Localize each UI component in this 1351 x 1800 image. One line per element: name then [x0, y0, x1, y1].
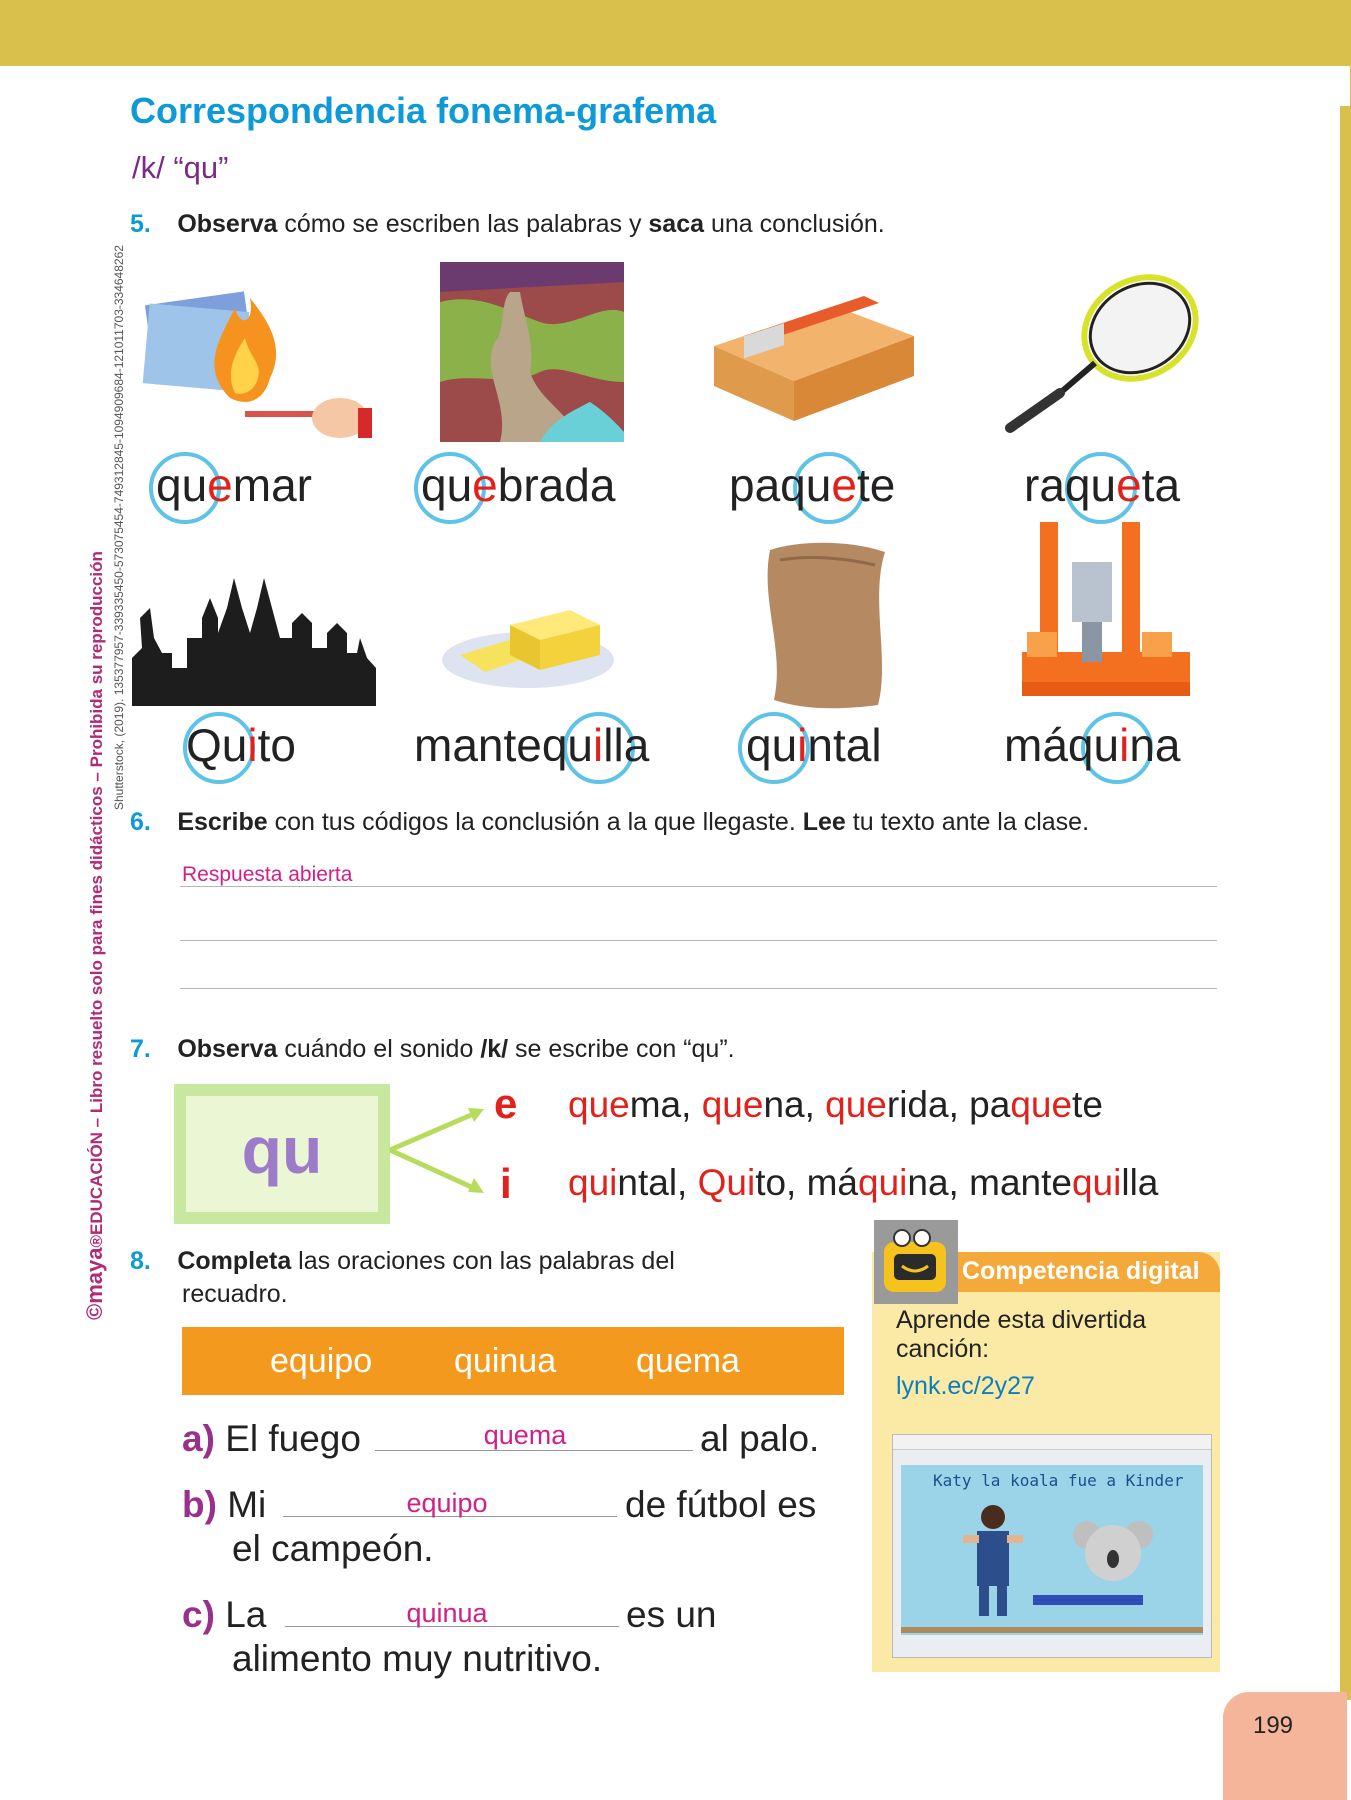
- answer-line: [180, 940, 1217, 941]
- copyright-text: ®EDUCACIÓN – Libro resuelto solo para fines didácticos – Prohibida su reproducción: [87, 551, 106, 1248]
- question-5: [130, 210, 885, 239]
- question-number: 7.: [130, 1035, 151, 1063]
- example-syllable: que: [568, 1084, 630, 1125]
- video-frame: [901, 1465, 1203, 1635]
- robot-icon: [874, 1220, 958, 1304]
- word-part: lla: [603, 719, 650, 771]
- filled-answer: quema: [483, 1420, 567, 1450]
- sentence-b: [182, 1484, 266, 1526]
- word-part: paqu: [729, 459, 832, 511]
- burning-paper-image: [140, 268, 380, 448]
- sentence-text: es un: [626, 1594, 717, 1635]
- digital-text: Aprende esta divertida canción:: [896, 1306, 1147, 1363]
- machine-image: [1022, 522, 1190, 702]
- example-syllable: que: [701, 1084, 764, 1125]
- example-text: ntal,: [617, 1162, 698, 1203]
- page-number: 199: [1252, 1712, 1294, 1739]
- qu-label: qu: [241, 1113, 323, 1187]
- sentence-text: El fuego: [225, 1418, 361, 1459]
- example-syllable: que: [825, 1084, 887, 1125]
- top-color-band: [0, 0, 1351, 66]
- vowel-i: i: [500, 1160, 512, 1207]
- box-word: quema: [636, 1342, 740, 1380]
- example-text: rida, pa: [886, 1084, 1011, 1125]
- table-figure: [1033, 1595, 1143, 1605]
- instruction-verb: saca: [648, 210, 705, 238]
- example-syllable: que: [1010, 1084, 1073, 1125]
- word-vowel: i: [1119, 719, 1130, 771]
- browser-bar: [893, 1435, 1211, 1450]
- word-quito: [186, 718, 296, 772]
- sentence-text: alimento muy nutritivo.: [232, 1638, 603, 1679]
- question-number: 6.: [130, 808, 151, 836]
- instruction-text: se escribe con “qu”.: [508, 1035, 735, 1063]
- word-part: te: [856, 459, 896, 511]
- example-syllable: qui: [568, 1162, 618, 1203]
- word-maquina: [1004, 718, 1180, 772]
- vowel-e: e: [494, 1080, 518, 1127]
- package-box-image: [714, 276, 914, 426]
- word-part: qu: [746, 719, 798, 771]
- right-color-band: [1340, 0, 1351, 1700]
- word-part: mantequ: [414, 719, 594, 771]
- question-6: [130, 808, 1089, 837]
- box-word: equipo: [270, 1342, 373, 1380]
- instruction-verb: Lee: [802, 808, 846, 836]
- digital-link[interactable]: lynk.ec/2y27: [896, 1372, 1035, 1400]
- example-text: te: [1072, 1084, 1103, 1125]
- box-word: quinua: [454, 1342, 557, 1380]
- robot-icon: [874, 1220, 958, 1304]
- answer-line: [180, 886, 1217, 887]
- digital-title: Competencia digital: [962, 1257, 1200, 1285]
- word-quintal: [746, 718, 882, 772]
- word-vowel: i: [247, 719, 258, 771]
- sound-symbol: /k/: [480, 1035, 509, 1063]
- question-7: [130, 1035, 735, 1064]
- koala-figure: [1073, 1515, 1153, 1595]
- word-vowel: e: [831, 459, 857, 511]
- example-text: na, mante: [907, 1162, 1072, 1203]
- word-vowel: i: [797, 719, 808, 771]
- instruction-text: tu texto ante la clase.: [845, 808, 1090, 836]
- instruction-verb: Escribe: [177, 808, 268, 836]
- video-title: Katy la koala fue a Kinder: [933, 1471, 1184, 1490]
- butter-image: [440, 600, 616, 696]
- question-8: [130, 1247, 675, 1276]
- example-syllable: qui: [1071, 1162, 1122, 1203]
- filled-answer: quinua: [406, 1598, 488, 1628]
- instruction-verb: Observa: [177, 210, 278, 238]
- sack-image: [760, 540, 892, 710]
- example-text: na,: [763, 1084, 826, 1125]
- word-part: to: [257, 719, 296, 771]
- question-number: 5.: [130, 210, 151, 238]
- word-part: mar: [232, 459, 312, 511]
- page-title: Correspondencia fonema-grafema: [130, 90, 717, 131]
- word-mantequilla: [414, 718, 649, 772]
- word-vowel: e: [1116, 459, 1142, 511]
- side-copyright: [82, 551, 108, 1320]
- question-number: 8.: [130, 1247, 151, 1275]
- word-vowel: e: [207, 459, 233, 511]
- sentence-text: de fútbol es: [625, 1484, 817, 1525]
- quito-skyline-image: [132, 578, 376, 706]
- word-part: ntal: [807, 719, 882, 771]
- page-number-box: [1223, 1692, 1347, 1800]
- word-vowel: i: [593, 719, 604, 771]
- example-text: ma,: [629, 1084, 702, 1125]
- instruction-text: cuándo el sonido: [277, 1035, 481, 1063]
- answer-text: Respuesta abierta: [182, 863, 353, 886]
- sentence-text: al palo.: [700, 1418, 820, 1459]
- answer-line: [180, 988, 1217, 989]
- item-letter: a): [182, 1418, 215, 1459]
- sentence-text: Mi: [227, 1484, 267, 1525]
- word-part: Qu: [186, 719, 248, 771]
- example-text: to, má: [755, 1162, 859, 1203]
- word-quebrada: [421, 458, 615, 512]
- word-part: brada: [497, 459, 616, 511]
- examples-i: [568, 1162, 1158, 1204]
- instruction-text: una conclusión.: [704, 210, 885, 238]
- instruction-text: cómo se escriben las palabras y: [277, 210, 649, 238]
- item-letter: b): [182, 1484, 217, 1525]
- word-raqueta: [1024, 458, 1180, 512]
- example-text: lla: [1121, 1162, 1159, 1203]
- video-thumbnail[interactable]: [892, 1434, 1212, 1658]
- tennis-racket-image: [1000, 268, 1210, 438]
- word-vowel: e: [472, 459, 498, 511]
- sentence-text: el campeón.: [232, 1528, 434, 1569]
- word-part: qu: [156, 459, 208, 511]
- word-part: ta: [1141, 459, 1181, 511]
- instruction-text: las oraciones con las palabras del: [291, 1247, 675, 1275]
- example-syllable: qui: [858, 1162, 908, 1203]
- examples-e: [568, 1084, 1103, 1126]
- example-syllable: Qui: [697, 1162, 756, 1203]
- instruction-text: con tus códigos la conclusión a la que llegaste.: [267, 808, 803, 836]
- word-part: qu: [421, 459, 473, 511]
- page-subtitle: /k/ “qu”: [132, 150, 229, 185]
- word-part: na: [1129, 719, 1181, 771]
- presenter-figure: [953, 1501, 1033, 1621]
- item-letter: c): [182, 1594, 215, 1635]
- word-part: máqu: [1004, 719, 1120, 771]
- word-quemar: [156, 458, 312, 512]
- image-credits: Shutterstock, (2019). 135377957-339335450-573075454-749312845-1094909684-121011703-334648262: [112, 245, 126, 810]
- word-paquete: [729, 458, 895, 512]
- sentence-text: La: [225, 1594, 267, 1635]
- filled-answer: equipo: [406, 1488, 488, 1518]
- instruction-verb: Observa: [177, 1035, 278, 1063]
- word-part: raqu: [1024, 459, 1117, 511]
- instruction-verb: Completa: [177, 1247, 292, 1275]
- arrows-icon: [388, 1100, 488, 1200]
- sentence-a: [182, 1418, 361, 1460]
- instruction-text: recuadro.: [182, 1280, 288, 1308]
- sentence-c: [182, 1594, 266, 1636]
- brand-name: ©maya: [82, 1247, 107, 1320]
- video-progress: [901, 1627, 1203, 1633]
- ravine-image: [440, 262, 624, 442]
